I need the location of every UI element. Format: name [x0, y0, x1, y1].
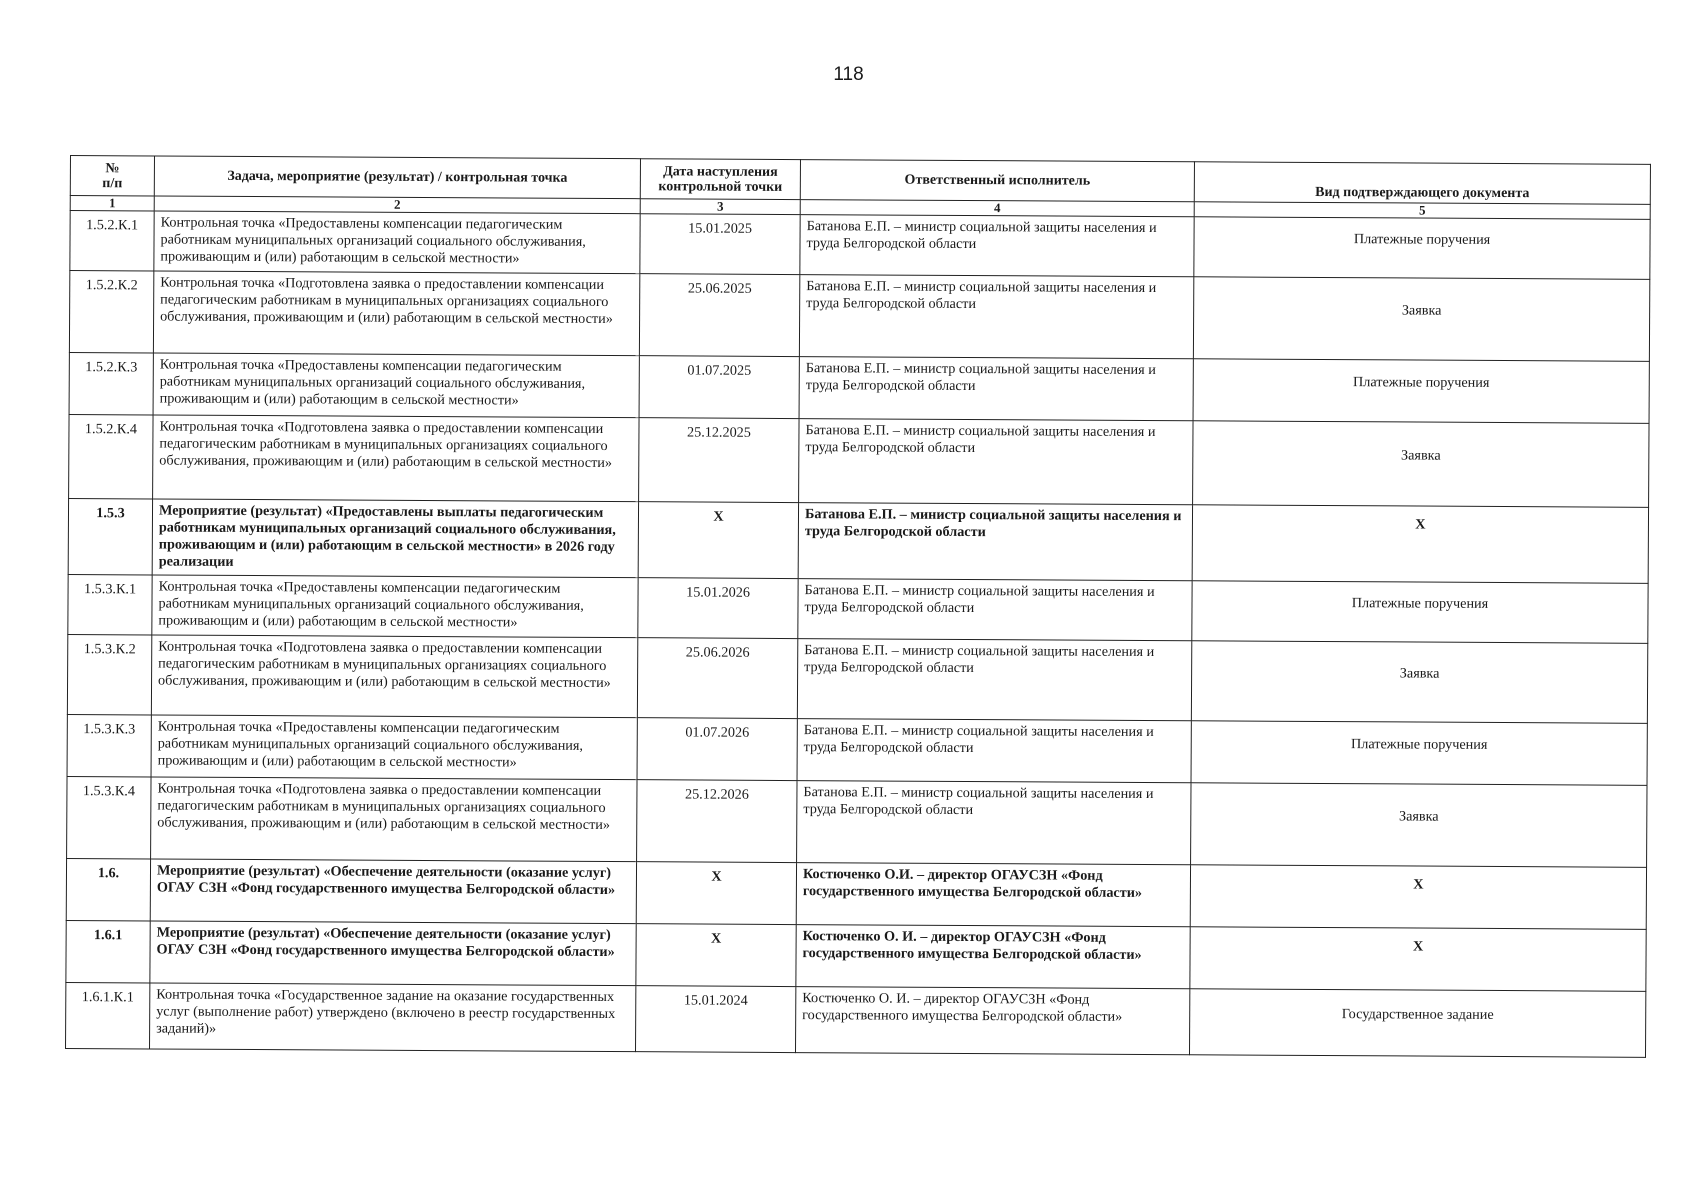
row-task: Контрольная точка «Государственное задание на оказание государственных услуг (выполнение работ) утверждено (включено в реестр государственных заданий)»: [150, 983, 636, 1052]
row-date: Х: [638, 502, 798, 579]
row-executor: Костюченко О.И. – директор ОГАУСЗН «Фонд государственного имущества Белгородской области»: [796, 863, 1190, 927]
row-date: 25.12.2025: [639, 418, 799, 503]
row-number: 1.5.2.К.4: [69, 414, 153, 498]
row-number: 1.5.2.К.3: [69, 352, 153, 414]
header-number: № п/п: [70, 156, 154, 196]
row-document: Платежные поручения: [1191, 721, 1647, 786]
row-date: 15.01.2026: [638, 578, 798, 639]
table-row: [68, 574, 1648, 643]
row-number: 1.6.1.К.1: [66, 982, 150, 1048]
row-number: 1.5.3.К.1: [68, 574, 152, 634]
row-executor: Костюченко О. И. – директор ОГАУСЗН «Фонд государственного имущества Белгородской области»: [795, 987, 1189, 1055]
row-number: 1.6.: [66, 858, 150, 920]
row-executor: Костюченко О. И. – директор ОГАУСЗН «Фонд государственного имущества Белгородской области»: [796, 925, 1190, 989]
row-task: Контрольная точка «Предоставлены компенсации педагогическим работникам муниципальных организаций социального обслуживания, проживающим и (или) работающим в сельской местности»: [153, 353, 639, 418]
page-number: 118: [833, 64, 864, 85]
row-date: 25.12.2026: [637, 780, 797, 863]
row-executor: Батанова Е.П. – министр социальной защиты населения и труда Белгородской области: [797, 639, 1191, 721]
control-points-table: [65, 155, 1651, 1058]
row-document: Заявка: [1191, 641, 1647, 724]
column-number: 2: [154, 196, 640, 214]
table-row: [67, 714, 1647, 785]
row-task: Контрольная точка «Подготовлена заявка о предоставлении компенсации педагогическим работникам в муниципальных организациях социального обслуживания, проживающим и (или) работающим в сельской местности»: [153, 415, 639, 502]
row-executor: Батанова Е.П. – министр социальной защиты населения и труда Белгородской области: [799, 419, 1193, 505]
row-executor: Батанова Е.П. – министр социальной защиты населения и труда Белгородской области: [798, 503, 1192, 581]
row-executor: Батанова Е.П. – министр социальной защиты населения и труда Белгородской области: [799, 357, 1193, 421]
row-executor: Батанова Е.П. – министр социальной защиты населения и труда Белгородской области: [799, 275, 1193, 359]
table-row: [69, 271, 1649, 362]
row-task: Контрольная точка «Предоставлены компенсации педагогическим работникам муниципальных организаций социального обслуживания, проживающим и (или) работающим в сельской местности»: [152, 575, 638, 638]
row-document: Х: [1190, 927, 1646, 992]
row-task: Контрольная точка «Подготовлена заявка о предоставлении компенсации педагогическим работникам в муниципальных организациях социального обслуживания, проживающим и (или) работающим в сельской местности»: [153, 271, 639, 356]
row-document: Платежные поручения: [1193, 359, 1649, 424]
row-document: Заявка: [1193, 421, 1649, 508]
row-task: Мероприятие (результат) «Обеспечение деятельности (оказание услуг) ОГАУ СЗН «Фонд государственного имущества Белгородской области»: [150, 859, 636, 924]
row-document: Заявка: [1193, 277, 1649, 362]
row-executor: Батанова Е.П. – министр социальной защиты населения и труда Белгородской области: [797, 781, 1191, 865]
row-document: Платежные поручения: [1194, 217, 1650, 280]
row-date: Х: [636, 924, 796, 987]
row-document: Платежные поручения: [1192, 581, 1648, 644]
row-number: 1.5.3: [68, 498, 152, 574]
column-number: 3: [640, 199, 800, 215]
row-date: 01.07.2025: [639, 356, 799, 419]
row-task: Контрольная точка «Предоставлены компенсации педагогическим работникам муниципальных организаций социального обслуживания, проживающим и (или) работающим в сельской местности»: [151, 715, 637, 780]
row-document: Заявка: [1191, 783, 1647, 868]
row-date: 15.01.2024: [636, 986, 796, 1053]
table-row: [68, 498, 1648, 583]
row-number: 1.5.3.К.2: [67, 634, 151, 714]
row-executor: Батанова Е.П. – министр социальной защиты населения и труда Белгородской области: [800, 215, 1194, 277]
table-row: [66, 920, 1646, 991]
row-date: 25.06.2026: [637, 638, 797, 719]
row-document: Государственное задание: [1189, 989, 1645, 1058]
table-row: [70, 211, 1650, 280]
row-task: Контрольная точка «Подготовлена заявка о предоставлении компенсации педагогическим работникам в муниципальных организациях социального обслуживания, проживающим и (или) работающим в сельской местности»: [151, 777, 637, 862]
row-date: 15.01.2025: [640, 214, 800, 275]
row-number: 1.5.2.К.1: [70, 211, 154, 271]
row-date: Х: [636, 862, 796, 925]
row-number: 1.6.1: [66, 920, 150, 982]
row-task: Мероприятие (результат) «Обеспечение деятельности (оказание услуг) ОГАУ СЗН «Фонд государственного имущества Белгородской области»: [150, 921, 636, 986]
table-row: [66, 858, 1646, 929]
row-task: Контрольная точка «Предоставлены компенсации педагогическим работникам муниципальных организаций социального обслуживания, проживающим и (или) работающим в сельской местности»: [154, 211, 640, 274]
header-executor: Ответственный исполнитель: [800, 160, 1194, 202]
header-task: Задача, мероприятие (результат) / контрольная точка: [154, 156, 640, 199]
row-number: 1.5.2.К.2: [69, 271, 153, 353]
row-task: Контрольная точка «Подготовлена заявка о предоставлении компенсации педагогическим работникам в муниципальных организациях социального обслуживания, проживающим и (или) работающим в сельской местности»: [151, 635, 637, 718]
column-number: 5: [1194, 202, 1650, 220]
row-document: Х: [1190, 865, 1646, 930]
header-document: Вид подтверждающего документа: [1194, 162, 1650, 205]
column-number: 1: [70, 196, 154, 211]
table-row: [69, 414, 1649, 507]
row-task: Мероприятие (результат) «Предоставлены выплаты педагогическим работникам муниципальных организаций социального обслуживания, проживающим и (или) работающим в сельской местности» в 2026 году реализации: [152, 499, 638, 578]
table-row: [67, 776, 1647, 867]
row-date: 25.06.2025: [639, 274, 799, 357]
row-executor: Батанова Е.П. – министр социальной защиты населения и труда Белгородской области: [797, 719, 1191, 783]
header-date: Дата наступления контрольной точки: [640, 159, 800, 200]
table-row: [67, 634, 1647, 723]
row-document: Х: [1192, 505, 1648, 584]
column-number: 4: [800, 200, 1194, 217]
row-number: 1.5.3.К.4: [67, 776, 151, 858]
table-row: [69, 352, 1649, 423]
table-row: [66, 982, 1646, 1057]
row-number: 1.5.3.К.3: [67, 714, 151, 776]
row-date: 01.07.2026: [637, 718, 797, 781]
row-executor: Батанова Е.П. – министр социальной защиты населения и труда Белгородской области: [798, 579, 1192, 641]
